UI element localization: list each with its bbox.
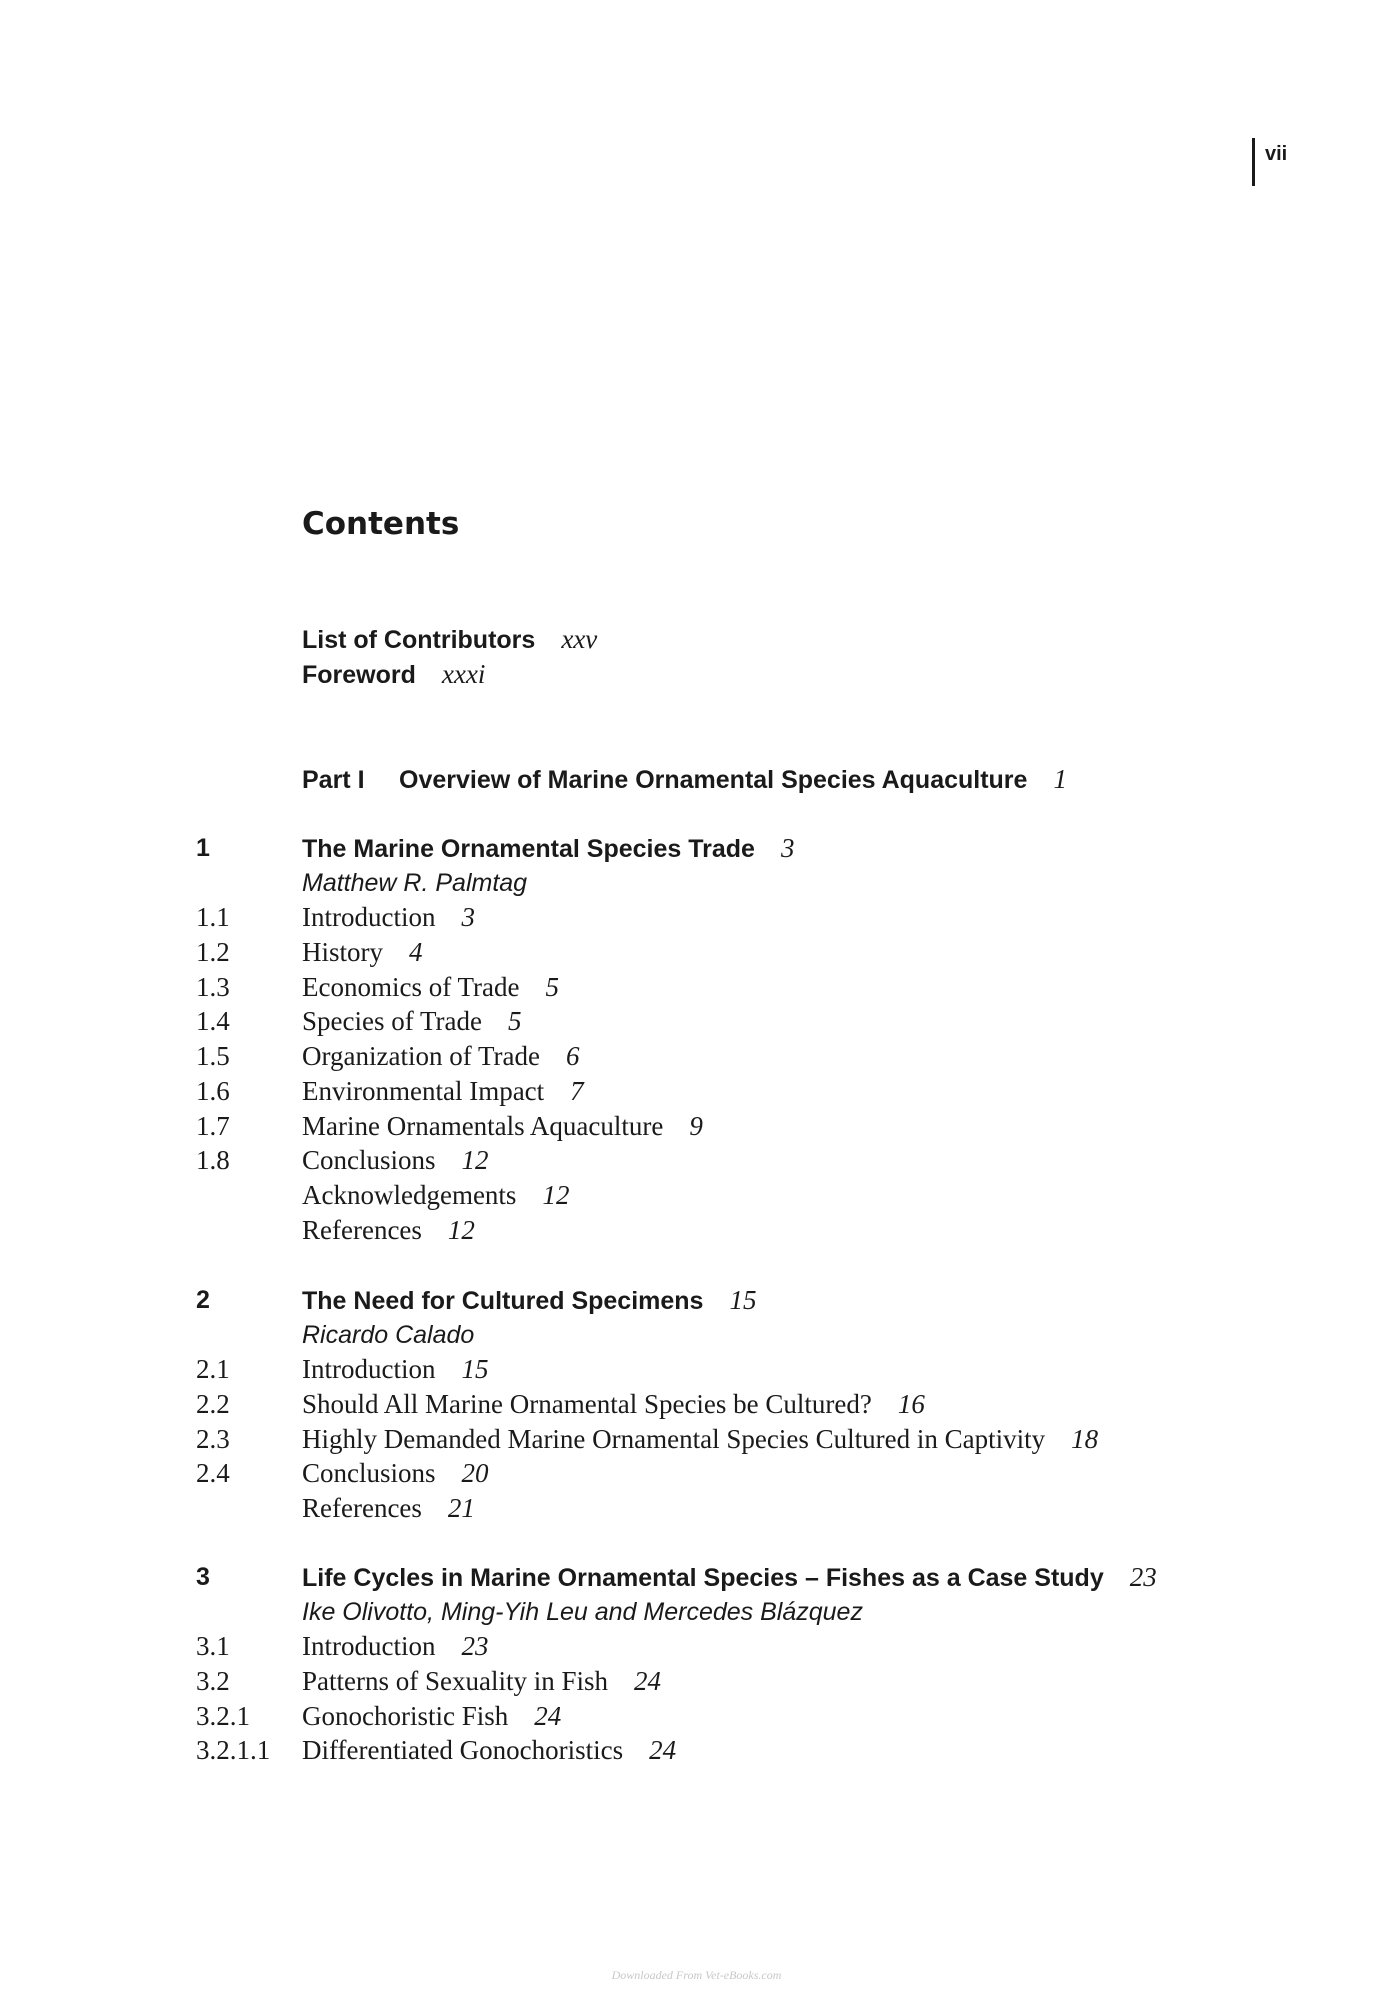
chapter-number: 2	[196, 1286, 210, 1314]
section-page: 21	[447, 1493, 475, 1524]
chapter-1	[196, 831, 794, 1247]
section-title: References	[302, 1493, 422, 1524]
toc-entry	[196, 1213, 794, 1248]
toc-entry	[196, 1629, 1157, 1664]
chapter-title: The Marine Ornamental Species Trade	[302, 835, 755, 863]
chapter-page: 3	[780, 833, 795, 863]
section-number: 1.8	[196, 1145, 230, 1176]
chapter-2	[196, 1283, 1098, 1526]
section-title: Introduction	[302, 902, 436, 933]
section-number: 2.1	[196, 1354, 230, 1385]
section-number: 1.4	[196, 1006, 230, 1037]
front-matter-page: xxv	[561, 624, 598, 654]
section-page: 18	[1071, 1423, 1099, 1454]
section-page: 5	[507, 1006, 522, 1037]
chapter-heading	[196, 1283, 1098, 1318]
section-page: 24	[649, 1735, 677, 1766]
toc-entry	[196, 1456, 1098, 1491]
section-number: 1.6	[196, 1075, 230, 1106]
front-matter-item	[302, 657, 597, 692]
section-title: Environmental Impact	[302, 1075, 545, 1106]
chapter-number: 1	[196, 834, 210, 862]
section-number: 1.1	[196, 902, 230, 933]
section-number: 1.2	[196, 937, 230, 968]
section-number: 2.2	[196, 1389, 230, 1420]
toc-entry	[196, 970, 794, 1005]
chapter-number: 3	[196, 1563, 210, 1591]
section-number: 1.3	[196, 971, 230, 1002]
toc-entry	[196, 1664, 1157, 1699]
chapter-page: 15	[729, 1285, 757, 1315]
part-title: Overview of Marine Ornamental Species Aquaculture	[399, 766, 1028, 794]
section-number: 3.2	[196, 1666, 230, 1697]
chapter-heading	[196, 1560, 1157, 1595]
section-title: Gonochoristic Fish	[302, 1700, 509, 1731]
toc-entry	[196, 1039, 794, 1074]
part-page: 1	[1053, 764, 1067, 794]
section-title: Economics of Trade	[302, 971, 520, 1002]
section-number: 1.5	[196, 1041, 230, 1072]
section-page: 6	[565, 1041, 580, 1072]
toc-entry	[196, 1004, 794, 1039]
part-label: Part I	[302, 766, 365, 794]
section-number: 3.1	[196, 1631, 230, 1662]
section-number: 3.2.1	[196, 1700, 250, 1731]
chapter-author-row	[196, 866, 794, 901]
footer-watermark: Downloaded From Vet-eBooks.com	[611, 1968, 782, 1982]
section-title: Introduction	[302, 1631, 436, 1662]
section-page: 16	[897, 1389, 925, 1420]
section-title: Introduction	[302, 1354, 436, 1385]
section-page: 15	[461, 1354, 489, 1385]
chapter-author-row	[196, 1318, 1098, 1353]
section-page: 24	[634, 1666, 661, 1697]
section-title: Should All Marine Ornamental Species be Cultured?	[302, 1389, 872, 1420]
section-page: 4	[409, 937, 423, 968]
page-number: vii	[1252, 138, 1287, 186]
chapter-author: Matthew R. Palmtag	[302, 868, 528, 897]
part-heading	[302, 761, 1067, 797]
front-matter-item	[302, 622, 597, 657]
chapter-title: Life Cycles in Marine Ornamental Species – Fishes as a Case Study	[302, 1564, 1104, 1592]
section-page: 12	[447, 1214, 475, 1245]
section-number: 2.3	[196, 1423, 230, 1454]
section-page: 3	[461, 902, 475, 933]
chapter-page: 23	[1129, 1562, 1157, 1592]
chapter-heading	[196, 831, 794, 866]
section-page: 5	[545, 971, 559, 1002]
section-page: 7	[570, 1075, 584, 1106]
chapter-title: The Need for Cultured Specimens	[302, 1287, 704, 1315]
front-matter	[302, 622, 597, 692]
section-title: Species of Trade	[302, 1006, 482, 1037]
toc-entry	[196, 1422, 1098, 1457]
toc-entry	[196, 1352, 1098, 1387]
front-matter-label: Foreword	[302, 661, 416, 689]
section-title: Conclusions	[302, 1458, 436, 1489]
section-title: Patterns of Sexuality in Fish	[302, 1666, 608, 1697]
toc-entry	[196, 1387, 1098, 1422]
section-title: History	[302, 937, 383, 968]
section-number: 2.4	[196, 1458, 230, 1489]
section-title: Acknowledgements	[302, 1179, 517, 1210]
section-page: 24	[534, 1700, 562, 1731]
chapter-author: Ricardo Calado	[302, 1320, 475, 1349]
front-matter-page: xxxi	[441, 659, 486, 689]
section-title: Differentiated Gonochoristics	[302, 1735, 624, 1766]
toc-entry	[196, 1143, 794, 1178]
front-matter-label: List of Contributors	[302, 626, 536, 654]
toc-entry	[196, 1699, 1157, 1734]
chapter-author-row	[196, 1595, 1157, 1630]
section-page: 20	[461, 1458, 489, 1489]
page-title: Contents	[302, 506, 460, 542]
toc-entry	[196, 1733, 1157, 1768]
section-page: 12	[542, 1179, 570, 1210]
toc-entry	[196, 1491, 1098, 1526]
chapter-author: Ike Olivotto, Ming-Yih Leu and Mercedes Blázquez	[302, 1597, 863, 1626]
section-page: 12	[461, 1145, 489, 1176]
section-title: References	[302, 1214, 422, 1245]
section-page: 9	[689, 1110, 703, 1141]
section-title: Highly Demanded Marine Ornamental Species Cultured in Captivity	[302, 1423, 1046, 1454]
chapter-3	[196, 1560, 1157, 1768]
section-title: Organization of Trade	[302, 1041, 540, 1072]
section-number: 3.2.1.1	[196, 1735, 271, 1766]
section-title: Marine Ornamentals Aquaculture	[302, 1110, 664, 1141]
section-page: 23	[461, 1631, 489, 1662]
toc-entry	[196, 900, 794, 935]
section-number: 1.7	[196, 1110, 230, 1141]
toc-entry	[196, 1074, 794, 1109]
toc-entry	[196, 1178, 794, 1213]
toc-entry	[196, 935, 794, 970]
toc-entry	[196, 1109, 794, 1144]
section-title: Conclusions	[302, 1145, 436, 1176]
